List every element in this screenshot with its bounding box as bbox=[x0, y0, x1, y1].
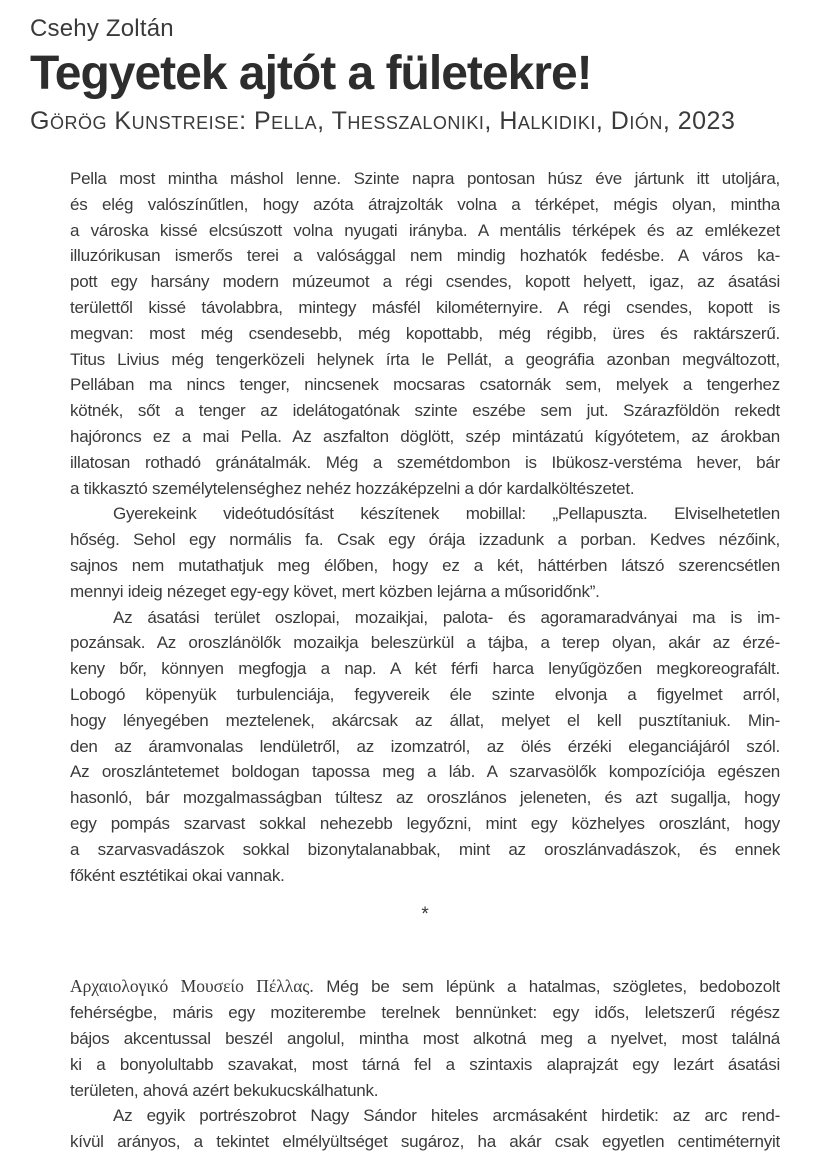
text-line: egy pompás szarvast sokkal nehezebb legyőzni, mint egy közhelyes oroszlánt, hogy bbox=[70, 813, 780, 833]
text-line: területen, ahová azért bekukucskálhatunk. bbox=[70, 1080, 379, 1100]
text-line: megvan: most még csendesebb, még kopottabb, még régibb, üres és raktárszerű. bbox=[70, 323, 780, 343]
text-line: illatosan rothadó gránátalmák. Még a szemétdombon is Ibükosz-verstéma hever, bár bbox=[70, 452, 780, 472]
text-line: Az ásatási terület oszlopai, mozaikjai, palota- és agoramaradványai ma is im- bbox=[113, 607, 780, 627]
text-line: Titus Livius még tengerközeli helynek írta le Pellát, a geográfia azonban megváltozott, bbox=[70, 349, 780, 369]
author-name: Csehy Zoltán bbox=[30, 15, 174, 42]
text-line: sajnos nem mutathatjuk meg élőben, hogy ez a két, háttérben látszó szerencsétlen bbox=[70, 555, 780, 575]
article-header bbox=[30, 14, 840, 136]
text-line: Az oroszlántetemet boldogan tapossa meg a láb. A szarvasölők kompozíciója egészen bbox=[70, 762, 780, 782]
text-line: Az egyik portrészobrot Nagy Sándor hiteles arcmásaként hirdetik: az arc rend- bbox=[113, 1106, 780, 1126]
text-line: a tikkasztó személytelenséghez nehéz hozzáképzelni a dór kardalköltészetet. bbox=[70, 478, 635, 498]
text-line: területtől kissé távolabbra, mintegy másfél kilométernyire. A régi csendes, kopott is bbox=[70, 297, 780, 317]
greek-museum-name: Αρχαιολογικό Μουσείο Πέλλας. bbox=[70, 976, 314, 997]
text-line: kötnék, sőt a tenger az idelátogatónak szinte eszébe sem jut. Szárazföldön rekedt bbox=[70, 401, 780, 421]
article-subtitle: Görög Kunstreise: Pella, Thesszaloniki, Halkidiki, Dión, 2023 bbox=[30, 107, 736, 135]
text-line: fehérségbe, máris egy moziterembe terelnek bennünket: egy idős, leletszerű régész bbox=[70, 1003, 780, 1023]
text-line: és elég valószínűtlen, hogy azóta átrajzolták volna a térképet, mégis olyan, mintha bbox=[70, 194, 780, 214]
article-body bbox=[70, 166, 780, 1155]
text-line: hogy lényegében meztelenek, akárcsak az állat, melyet el kell pusztítaniuk. Min- bbox=[70, 710, 780, 730]
text-line: Gyerekeink videótudósítást készítenek mobillal: „Pellapuszta. Elviselhetetlen bbox=[113, 504, 780, 524]
article-title: Tegyetek ajtót a fületekre! bbox=[30, 47, 592, 100]
text-line: hasonló, bár mozgalmasságban túltesz az oroszlános jeleneten, és azt sugallja, hogy bbox=[70, 788, 780, 808]
paragraph bbox=[70, 1103, 780, 1155]
text-line: főként esztétikai okai vannak. bbox=[70, 865, 285, 885]
text-line: Pellában ma nincs tenger, nincsenek mocsaras csatornák sem, melyek a tengerhez bbox=[70, 375, 780, 395]
text-line: Pella most mintha máshol lenne. Szinte napra pontosan húsz éve jártunk itt utoljára, bbox=[70, 169, 780, 188]
text-line: Αρχαιολογικό Μουσείο Πέλλας. Még be sem lépünk a hatalmas, szögletes, bedobozolt bbox=[70, 976, 780, 997]
text-line: mennyi ideig nézeget egy-egy követ, mert közben lejárna a műsoridőnk”. bbox=[70, 581, 600, 601]
paragraph bbox=[70, 166, 780, 501]
text-line: kívül arányos, a tekintet elmélyültséget sugároz, ha akár csak egyetlen centiméternyit bbox=[70, 1132, 780, 1152]
text-line: pott egy harsány modern múzeumot a régi csendes, kopott helyett, igaz, az ásatási bbox=[70, 272, 780, 292]
text-line: illuzórikusan ismerős terei a valósággal nem mindig hozhatók fedésbe. A város ka- bbox=[70, 246, 780, 266]
paragraph bbox=[70, 974, 780, 1103]
text-line: Lobogó köpenyük turbulenciája, fegyvereik éle szinte elvonja a figyelmet arról, bbox=[70, 684, 780, 704]
text-line: hőség. Sehol egy normális fa. Csak egy órája izzadunk a porban. Kedves nézőink, bbox=[70, 530, 780, 550]
text-line: pozánsak. Az oroszlánölők mozaikja beleszürkül a tájba, a terep olyan, akár az érzé- bbox=[70, 633, 780, 653]
text-line: hajóroncs ez a mai Pella. Az aszfalton döglött, szép mintázatú kígyótetem, az árokban bbox=[70, 426, 780, 446]
text-line: keny bőr, könnyen megfogja a nap. A két férfi harca lenyűgözően megkoreografált. bbox=[70, 659, 780, 679]
text-line: a szarvasvadászok sokkal bizonytalanabbak, mint az oroszlánvadászok, és ennek bbox=[70, 839, 780, 859]
text-line: ki a bonyolultabb szavakat, most tárná fel a szintaxis alaprajzát egy lezárt ásatási bbox=[70, 1054, 780, 1074]
section-separator-asterisk: * bbox=[421, 904, 429, 926]
paragraph bbox=[70, 605, 780, 889]
text-line: den az áramvonalas lendületről, az izomzatról, az ölés érzéki eleganciájáról szól. bbox=[70, 736, 780, 756]
text-line: a városka kissé elcsúszott volna nyugati irányba. A mentális térképek és az emlékezet bbox=[70, 220, 780, 240]
paragraph bbox=[70, 501, 780, 604]
text-line: bájos akcentussal beszél angolul, mintha most alkotná meg a nyelvet, most találná bbox=[70, 1028, 780, 1048]
